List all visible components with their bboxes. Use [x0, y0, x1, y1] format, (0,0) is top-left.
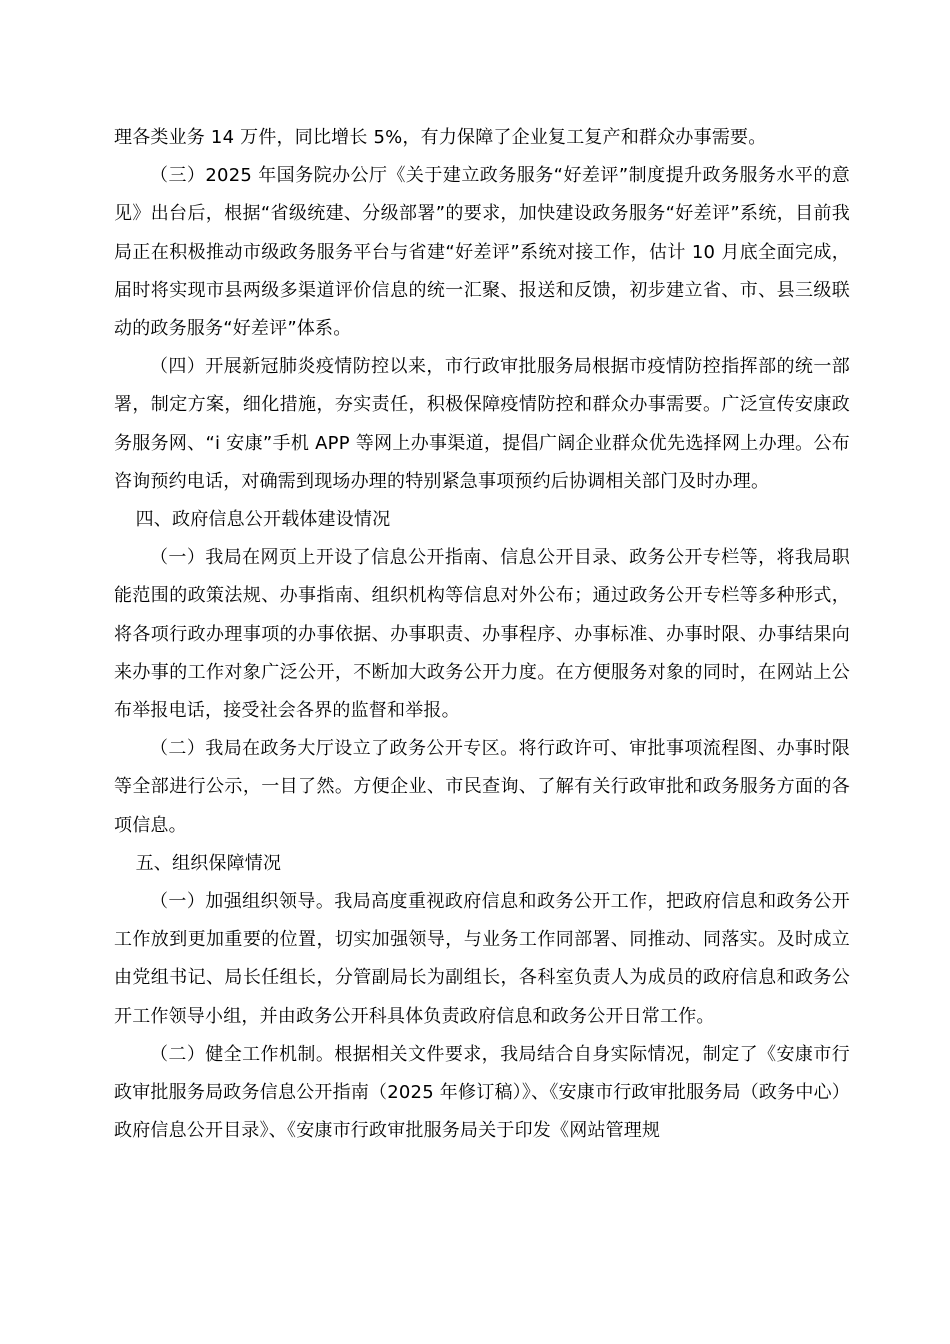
- paragraph-leadership: （一）加强组织领导。我局高度重视政府信息和政务公开工作，把政府信息和政务公开工作放到更加重要的位置，切实加强领导，与业务工作同部署、同推动、同落实。及时成立由党组书记、局长任组长，分管副局长为副组长，各科室负责人为成员的政府信息和政务公开工作领导小组，并由政务公开科具体负责政府信息和政务公开日常工作。: [114, 891, 850, 1027]
- paragraph-webpage-disclosure: （一）我局在网页上开设了信息公开指南、信息公开目录、政务公开专栏等，将我局职能范围的政策法规、办事指南、组织机构等信息对外公布；通过政务公开专栏等多种形式，将各项行政办理事项的办事依据、办事职责、办事程序、办事标准、办事时限、办事结果向来办事的工作对象广泛公开，不断加大政务公开力度。在方便服务对象的同时，在网站上公布举报电话，接受社会各界的监督和举报。: [114, 547, 850, 722]
- paragraph-hall-disclosure-zone: （二）我局在政务大厅设立了政务公开专区。将行政许可、审批事项流程图、办事时限等全部进行公示，一目了然。方便企业、市民查询、了解有关行政审批和政务服务方面的各项信息。: [114, 738, 850, 836]
- section-heading-organizational-guarantee: 五、组织保障情况: [135, 852, 282, 874]
- paragraph-good-bad-review-system: （三）2025 年国务院办公厅《关于建立政务服务“好差评”制度提升政务服务水平的意见》出台后，根据“省级统建、分级部署”的要求，加快建设政务服务“好差评”系统，目前我局正在积极推动市级政务服务平台与省建“好差评”系统对接工作，估计 10 月底全面完成，届时将实现市县两级多渠道评价信息的统一汇聚、报送和反馈，初步建立省、市、县三级联动的政务服务“好差评”体系。: [114, 165, 850, 340]
- document-body: [114, 119, 850, 1150]
- paragraph-work-mechanism: （二）健全工作机制。根据相关文件要求，我局结合自身实际情况，制定了《安康市行政审批服务局政务信息公开指南（2025 年修订稿）》、《安康市行政审批服务局（政务中心）政府信息公开目录》、《安康市行政审批服务局关于印发《网站管理规: [114, 1043, 850, 1142]
- section-heading-disclosure-carriers: 四、政府信息公开载体建设情况: [135, 509, 391, 531]
- paragraph-continuation: 理各类业务 14 万件，同比增长 5%，有力保障了企业复工复产和群众办事需要。: [114, 127, 767, 148]
- paragraph-epidemic-prevention: （四）开展新冠肺炎疫情防控以来，市行政审批服务局根据市疫情防控指挥部的统一部署，制定方案，细化措施，夯实责任，积极保障疫情防控和群众办事需要。广泛宣传安康政务服务网、“i 安康”手机 APP 等网上办事渠道，提倡广阔企业群众优先选择网上办理。公布咨询预约电话，对确需到现场办理的特别紧急事项预约后协调相关部门及时办理。: [114, 356, 850, 492]
